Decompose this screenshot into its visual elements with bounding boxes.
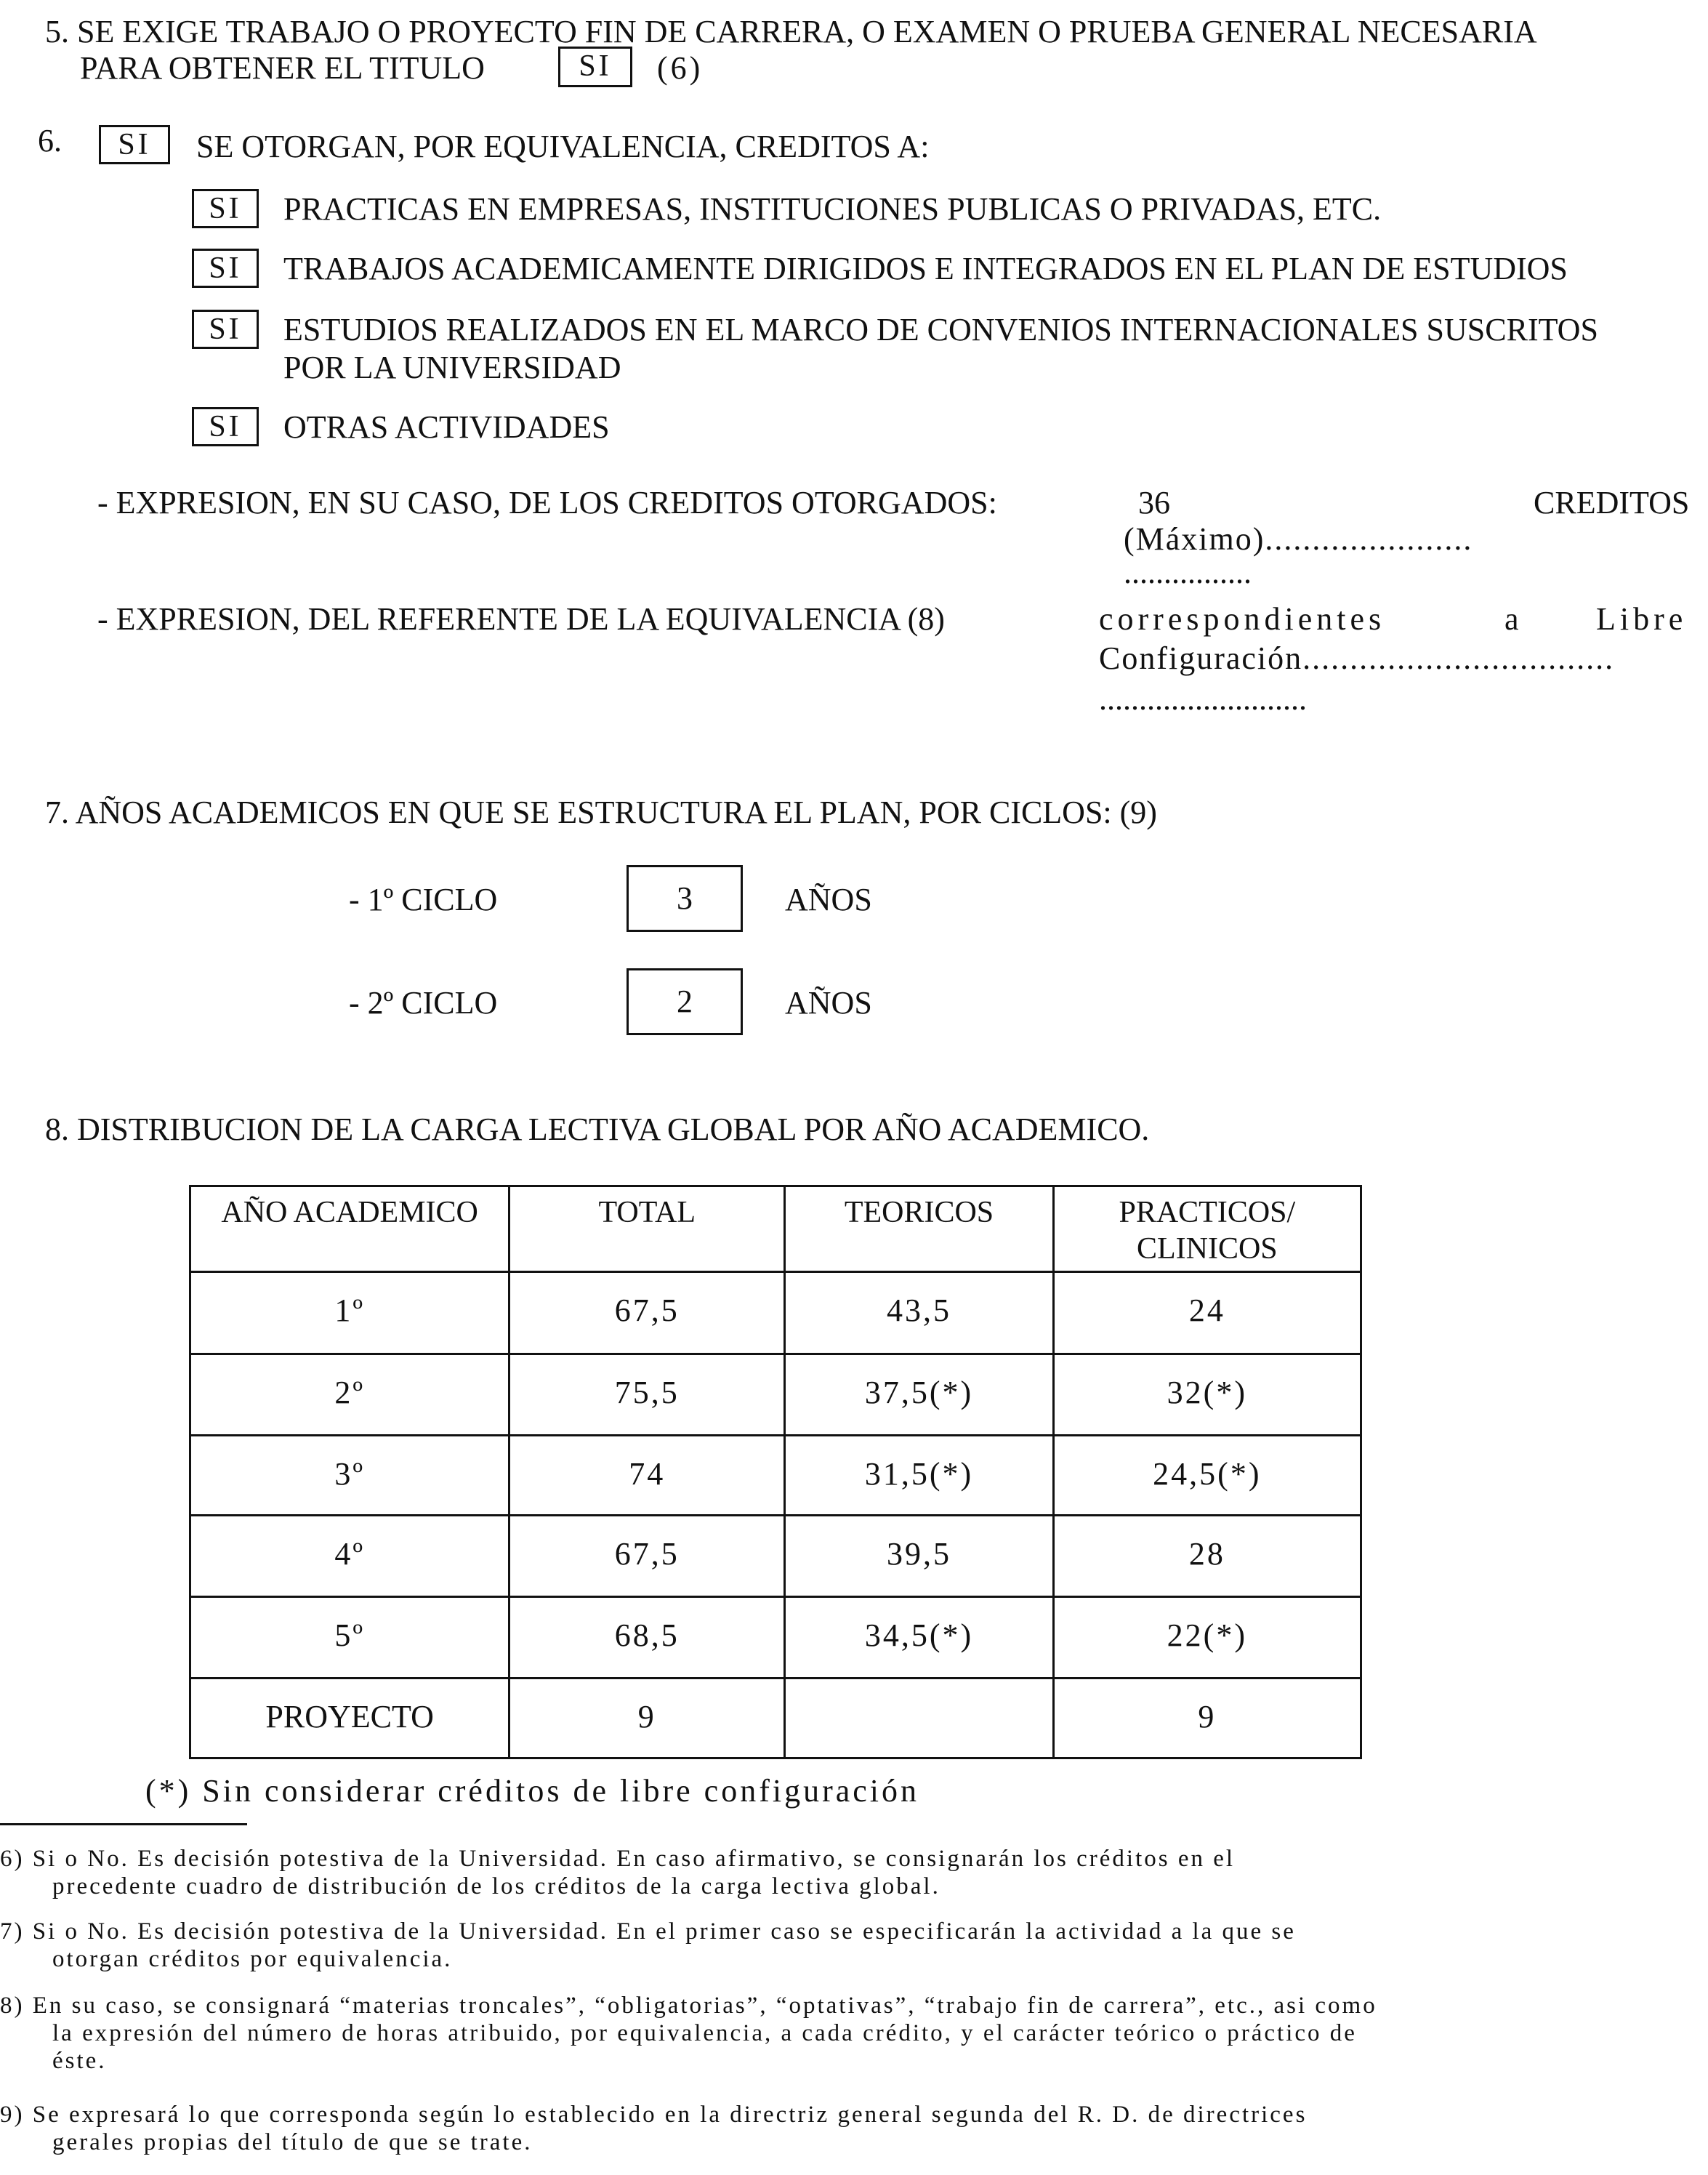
footnote-line: éste.	[52, 2048, 107, 2074]
column-header	[1053, 1186, 1361, 1272]
table-cell: 28	[1053, 1516, 1361, 1597]
footnote-9	[0, 2101, 1635, 2156]
credits-label: - EXPRESION, EN SU CASO, DE LOS CREDITOS OTORGADOS:	[97, 485, 997, 520]
cycle2-years-box: 2	[627, 968, 743, 1035]
column-header-line1: PRACTICOS/	[1119, 1196, 1296, 1229]
item3-label-line2: POR LA UNIVERSIDAD	[283, 350, 621, 385]
table-note: (*) Sin considerar créditos de libre configuración	[145, 1773, 920, 1809]
table-cell: 67,5	[509, 1272, 785, 1354]
table-row	[190, 1272, 1361, 1354]
cycle1-label: - 1º CICLO	[349, 882, 498, 917]
section8-heading: 8. DISTRIBUCION DE LA CARGA LECTIVA GLOBAL POR AÑO ACADEMICO.	[45, 1111, 1150, 1147]
table-row	[190, 1436, 1361, 1516]
footnote-line: precedente cuadro de distribución de los créditos de la carga lectiva global.	[52, 1873, 940, 1899]
table-header-row	[190, 1186, 1361, 1272]
credits-value: 36	[1138, 485, 1170, 520]
credits-dots: ................	[1124, 555, 1252, 590]
referent-line2: Configuración.................................	[1099, 640, 1615, 676]
table-cell: 5º	[190, 1597, 509, 1679]
referent-dots: ..........................	[1099, 681, 1307, 717]
table-cell: 68,5	[509, 1597, 785, 1679]
cycle2-unit: AÑOS	[785, 985, 872, 1021]
credits-max: (Máximo)......................	[1124, 521, 1473, 557]
footnote-line: la expresión del número de horas atribuido, por equivalencia, a cada crédito, y el carácter teórico o práctico de	[52, 2020, 1357, 2046]
table-cell: 34,5(*)	[785, 1597, 1053, 1679]
credits-unit: CREDITOS	[1534, 485, 1690, 520]
table-cell: 1º	[190, 1272, 509, 1354]
table-cell: 37,5(*)	[785, 1354, 1053, 1436]
table-cell: 24,5(*)	[1053, 1436, 1361, 1516]
table-cell: 43,5	[785, 1272, 1053, 1354]
item2-label: TRABAJOS ACADEMICAMENTE DIRIGIDOS E INTEGRADOS EN EL PLAN DE ESTUDIOS	[283, 251, 1568, 286]
item1-answer-box: SI	[192, 189, 259, 228]
table-cell: 2º	[190, 1354, 509, 1436]
referent-word-2: a	[1504, 601, 1519, 637]
referent-word-1: correspondientes	[1099, 601, 1386, 637]
table-cell: 22(*)	[1053, 1597, 1361, 1679]
table-cell: 39,5	[785, 1516, 1053, 1597]
section5-line2: PARA OBTENER EL TITULO	[80, 50, 485, 86]
table-cell: 24	[1053, 1272, 1361, 1354]
table-cell: 3º	[190, 1436, 509, 1516]
footnote-6	[0, 1845, 1635, 1900]
column-header: AÑO ACADEMICO	[190, 1186, 509, 1272]
footnote-7	[0, 1918, 1635, 1973]
item4-answer-box: SI	[192, 407, 259, 446]
item3-label: ESTUDIOS REALIZADOS EN EL MARCO DE CONVENIOS INTERNACIONALES SUSCRITOS	[283, 312, 1598, 347]
column-header: TEORICOS	[785, 1186, 1053, 1272]
credit-distribution-table	[189, 1185, 1362, 1759]
referent-word-3: Libre	[1596, 601, 1688, 637]
footnote-8	[0, 1992, 1635, 2075]
footnote-line: 7) Si o No. Es decisión potestiva de la Universidad. En el primer caso se especificarán la actividad a la que se	[0, 1918, 1296, 1945]
table-row	[190, 1354, 1361, 1436]
section7-heading: 7. AÑOS ACADEMICOS EN QUE SE ESTRUCTURA EL PLAN, POR CICLOS: (9)	[45, 795, 1157, 830]
table-cell: 9	[509, 1679, 785, 1758]
table-cell: 67,5	[509, 1516, 785, 1597]
footnote-line: 9) Se expresará lo que corresponda según lo establecido en la directriz general segunda del R. D. de directrices	[0, 2102, 1308, 2128]
column-header: TOTAL	[509, 1186, 785, 1272]
item3-answer-box: SI	[192, 310, 259, 349]
table-row	[190, 1597, 1361, 1679]
section6-heading: SE OTORGAN, POR EQUIVALENCIA, CREDITOS A:	[196, 129, 930, 164]
table-cell: 74	[509, 1436, 785, 1516]
section5-note: (6)	[657, 50, 704, 86]
table-cell: PROYECTO	[190, 1679, 509, 1758]
table-cell: 31,5(*)	[785, 1436, 1053, 1516]
footnote-line: otorgan créditos por equivalencia.	[52, 1946, 453, 1972]
table-cell: 75,5	[509, 1354, 785, 1436]
footnote-line: gerales propias del título de que se trate.	[52, 2129, 533, 2155]
table-cell: 9	[1053, 1679, 1361, 1758]
item2-answer-box: SI	[192, 249, 259, 288]
table-cell: 32(*)	[1053, 1354, 1361, 1436]
table-cell: 4º	[190, 1516, 509, 1597]
table-row	[190, 1679, 1361, 1758]
column-header-line2: CLINICOS	[1136, 1232, 1278, 1266]
section6-answer-box: SI	[99, 125, 170, 164]
cycle2-label: - 2º CICLO	[349, 985, 498, 1021]
section5-line1: 5. SE EXIGE TRABAJO O PROYECTO FIN DE CARRERA, O EXAMEN O PRUEBA GENERAL NECESARIA	[45, 14, 1537, 49]
footnote-line: 8) En su caso, se consignará “materias troncales”, “obligatorias”, “optativas”, “trabajo fin de carrera”, etc., asi como	[0, 1993, 1377, 2019]
section6-number: 6.	[38, 123, 62, 158]
item4-label: OTRAS ACTIVIDADES	[283, 409, 610, 445]
table-row	[190, 1516, 1361, 1597]
section5-answer-box: SI	[558, 47, 632, 87]
cycle1-unit: AÑOS	[785, 882, 872, 917]
table-cell	[785, 1679, 1053, 1758]
cycle1-years-box: 3	[627, 865, 743, 932]
footnote-line: 6) Si o No. Es decisión potestiva de la Universidad. En caso afirmativo, se consignarán los créditos en el	[0, 1846, 1236, 1872]
item1-label: PRACTICAS EN EMPRESAS, INSTITUCIONES PUBLICAS O PRIVADAS, ETC.	[283, 191, 1382, 227]
referent-label: - EXPRESION, DEL REFERENTE DE LA EQUIVALENCIA (8)	[97, 601, 945, 637]
footnote-divider	[0, 1823, 247, 1825]
